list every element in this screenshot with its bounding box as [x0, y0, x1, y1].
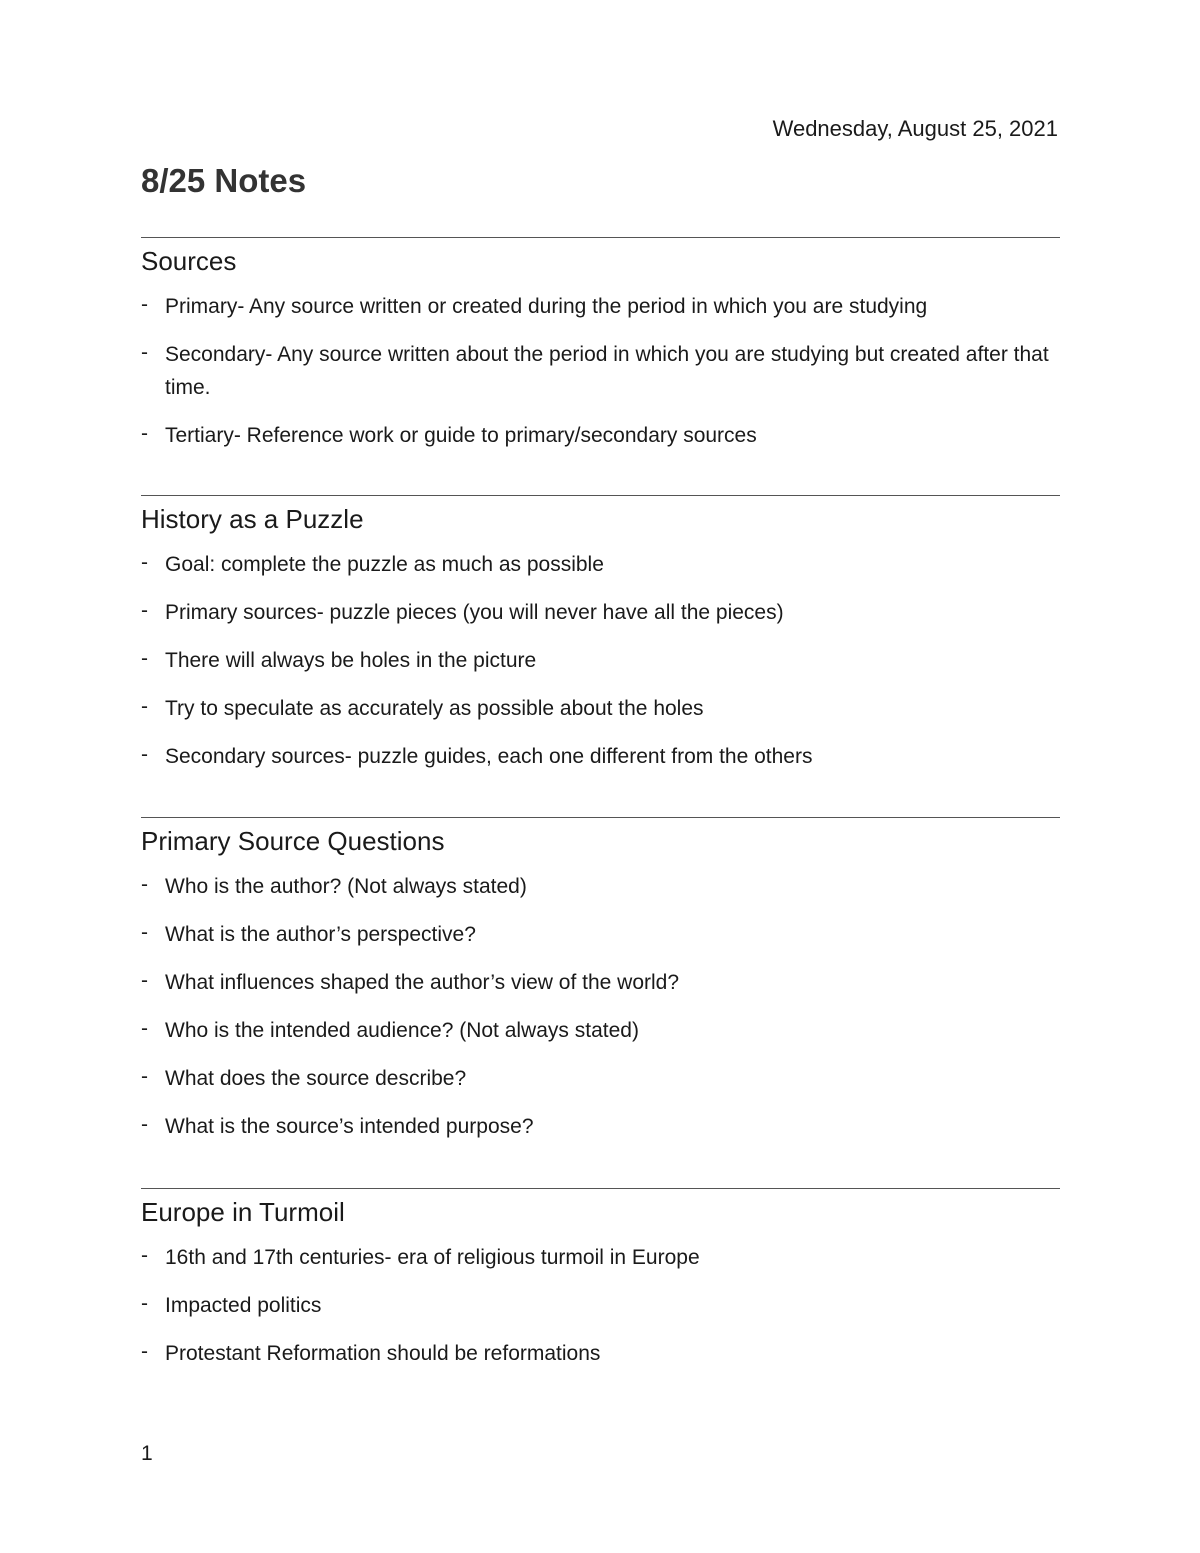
list-item — [141, 290, 1060, 323]
list-item — [141, 338, 1060, 404]
list-item-text: Secondary- Any source written about the period in which you are studying but created after that time. — [165, 343, 1049, 399]
list-item — [141, 644, 1060, 677]
list-item-text: Goal: complete the puzzle as much as possible — [165, 553, 604, 576]
dash-bullet-icon: - — [141, 695, 148, 718]
dash-bullet-icon: - — [141, 921, 148, 944]
list-item-text: 16th and 17th centuries- era of religious turmoil in Europe — [165, 1246, 700, 1269]
list-item-text: Primary sources- puzzle pieces (you will never have all the pieces) — [165, 601, 784, 624]
dash-bullet-icon: - — [141, 293, 148, 316]
bullet-list — [141, 548, 1060, 773]
section-europe-in-turmoil — [141, 1188, 1060, 1385]
dash-bullet-icon: - — [141, 873, 148, 896]
dash-bullet-icon: - — [141, 1292, 148, 1315]
bullet-list — [141, 1241, 1060, 1370]
list-item — [141, 1062, 1060, 1095]
dash-bullet-icon: - — [141, 969, 148, 992]
dash-bullet-icon: - — [141, 1113, 148, 1136]
list-item-text: Who is the intended audience? (Not always stated) — [165, 1019, 639, 1042]
list-item-text: What influences shaped the author’s view of the world? — [165, 971, 680, 994]
list-item — [141, 740, 1060, 773]
list-item-text: There will always be holes in the picture — [165, 649, 537, 672]
list-item — [141, 1110, 1060, 1143]
dash-bullet-icon: - — [141, 1244, 148, 1267]
dash-bullet-icon: - — [141, 1017, 148, 1040]
page-number: 1 — [141, 1442, 153, 1465]
dash-bullet-icon: - — [141, 1065, 148, 1088]
list-item-text: Primary- Any source written or created during the period in which you are studying — [165, 295, 928, 318]
section-heading: History as a Puzzle — [141, 504, 364, 534]
list-item — [141, 419, 1060, 452]
list-item-text: Impacted politics — [165, 1294, 322, 1317]
list-item — [141, 692, 1060, 725]
dash-bullet-icon: - — [141, 422, 148, 445]
dash-bullet-icon: - — [141, 1340, 148, 1363]
list-item-text: Secondary sources- puzzle guides, each one different from the others — [165, 745, 813, 768]
list-item-text: What does the source describe? — [165, 1067, 467, 1090]
dash-bullet-icon: - — [141, 647, 148, 670]
list-item — [141, 1289, 1060, 1322]
dash-bullet-icon: - — [141, 599, 148, 622]
section-primary-source-questions — [141, 817, 1060, 1158]
document-title: 8/25 Notes — [141, 162, 307, 199]
list-item — [141, 870, 1060, 903]
list-item-text: Who is the author? (Not always stated) — [165, 875, 527, 898]
bullet-list — [141, 290, 1060, 452]
list-item — [141, 596, 1060, 629]
list-item — [141, 1241, 1060, 1274]
section-history-as-a-puzzle — [141, 495, 1060, 788]
list-item — [141, 1014, 1060, 1047]
section-heading: Europe in Turmoil — [141, 1197, 345, 1227]
list-item — [141, 966, 1060, 999]
list-item-text: Protestant Reformation should be reformations — [165, 1342, 601, 1365]
list-item — [141, 918, 1060, 951]
list-item-text: Try to speculate as accurately as possible about the holes — [165, 697, 704, 720]
section-heading: Primary Source Questions — [141, 826, 445, 856]
bullet-list — [141, 870, 1060, 1143]
list-item-text: What is the source’s intended purpose? — [165, 1115, 534, 1138]
document-date: Wednesday, August 25, 2021 — [772, 116, 1058, 141]
section-sources — [141, 237, 1060, 467]
dash-bullet-icon: - — [141, 743, 148, 766]
list-item — [141, 1337, 1060, 1370]
list-item-text: Tertiary- Reference work or guide to primary/secondary sources — [165, 424, 757, 447]
list-item-text: What is the author’s perspective? — [165, 923, 476, 946]
dash-bullet-icon: - — [141, 551, 148, 574]
list-item — [141, 548, 1060, 581]
dash-bullet-icon: - — [141, 341, 148, 364]
section-heading: Sources — [141, 246, 237, 276]
